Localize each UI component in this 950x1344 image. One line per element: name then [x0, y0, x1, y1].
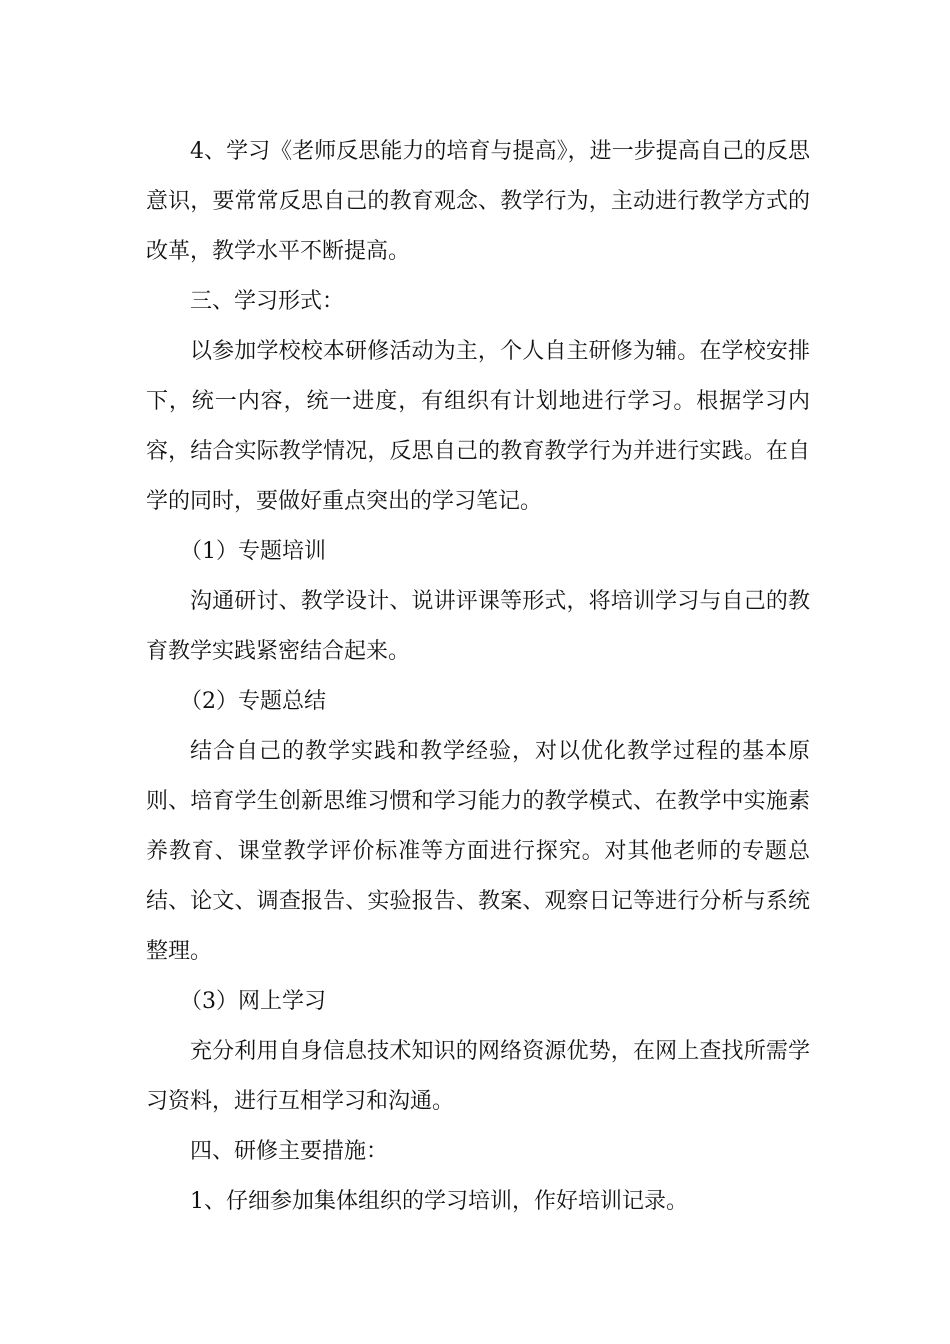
- paragraph-special-summary: 结合自己的教学实践和教学经验，对以优化教学过程的基本原则、培育学生创新思维习惯和学习能力的教学模式、在教学中实施素养教育、课堂教学评价标准等方面进行探究。对其他老师的专题总结、论文、调查报告、实验报告、教案、观察日记等进行分析与系统整理。: [146, 739, 810, 964]
- subheading-special-summary: （2）专题总结: [180, 689, 326, 714]
- document-body: [146, 127, 810, 1227]
- section-heading-main-measures: 四、研修主要措施：: [190, 1139, 389, 1164]
- subheading-online-learning: （3）网上学习: [180, 989, 326, 1014]
- paragraph-measure-1: 1、仔细参加集体组织的学习培训，作好培训记录。: [190, 1189, 688, 1214]
- subheading-special-training: （1）专题培训: [180, 539, 326, 564]
- paragraph-learning-format: 以参加学校校本研修活动为主，个人自主研修为辅。在学校安排下，统一内容，统一进度，有组织有计划地进行学习。根据学习内容，结合实际教学情况，反思自己的教育教学行为并进行实践。在自学的同时，要做好重点突出的学习笔记。: [146, 339, 810, 514]
- paragraph-special-training: 沟通研讨、教学设计、说讲评课等形式，将培训学习与自己的教育教学实践紧密结合起来。: [146, 589, 810, 664]
- paragraph-item-4-reflection: 4、学习《老师反思能力的培育与提高》，进一步提高自己的反思意识，要常常反思自己的教育观念、教学行为，主动进行教学方式的改革，教学水平不断提高。: [146, 139, 810, 264]
- section-heading-learning-format: 三、学习形式：: [190, 289, 345, 314]
- paragraph-online-learning: 充分利用自身信息技术知识的网络资源优势，在网上查找所需学习资料，进行互相学习和沟通。: [146, 1039, 810, 1114]
